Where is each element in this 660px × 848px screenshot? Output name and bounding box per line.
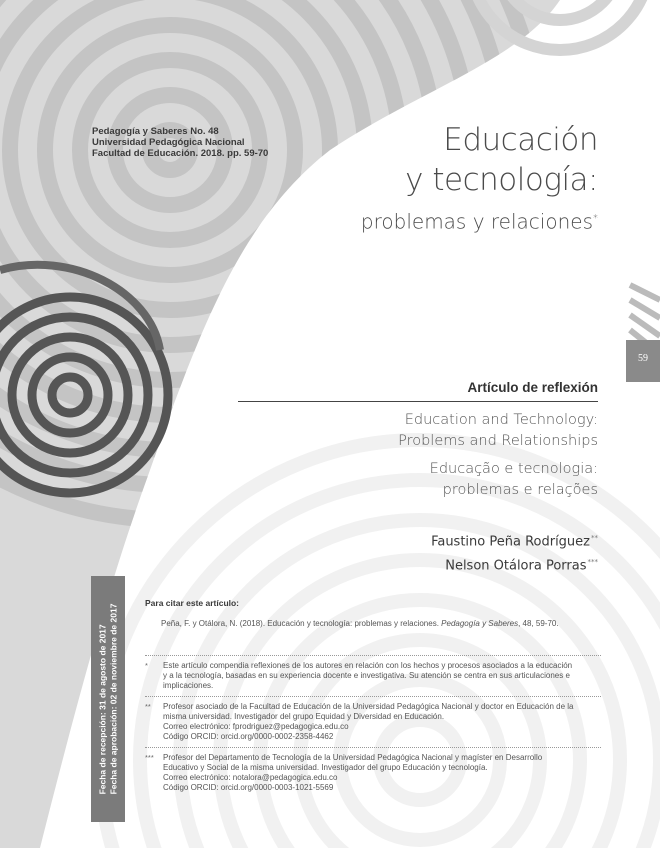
footnote-1 [145,661,601,691]
footnote-2 [145,702,601,742]
journal-info [92,126,292,159]
title-footnote-marker: * [593,213,598,224]
portuguese-title-line-1: Educação e tecnologia: [429,461,598,477]
dates-sidebar [91,576,125,822]
section-label: Artículo de reflexión [467,380,598,395]
author-1-name: Faustino Peña Rodríguez [431,534,590,550]
footnote-2-line-1: Profesor asociado de la Facultad de Educación de la Universidad Pedagógica Nacional y doctor en Educación de la [163,702,574,711]
authors [431,528,598,577]
journal-line-1: Pedagogía y Saberes No. 48 [92,126,219,137]
citation-text-after: , 48, 59-70. [518,619,559,628]
citation-text-before: Peña, F. y Otálora, N. (2018). Educación y tecnología: problemas y relaciones. [161,619,442,628]
article-title [361,120,598,237]
english-title [398,410,598,452]
approved-date: Fecha de aprobación: 02 de noviembre de 2017 [108,603,119,795]
footnote-1-marker: * [145,661,148,670]
notes-divider [145,696,601,697]
received-date: Fecha de recepción: 31 de agosto de 2017 [97,624,108,795]
footnote-1-line-1: Este artículo compendia reflexiones de los autores en relación con los hechos y procesos asociados a la educación [163,661,573,670]
footnote-2-line-2: misma universidad. Investigador del grupo Equidad y Diversidad en Educación. [163,712,445,721]
journal-line-3: Facultad de Educación. 2018. pp. 59-70 [92,148,269,159]
author-1 [431,528,598,552]
footnote-2-line-3: Correo electrónico: fprodriguez@pedagogica.edu.co [163,722,349,731]
author-2-marker: *** [587,558,598,567]
footnote-3 [145,753,601,793]
footnote-3-marker: *** [145,753,154,762]
title-line-2: y tecnología: [405,162,598,198]
section-divider [238,401,598,402]
page-number: 59 [638,353,648,364]
footnote-3-line-4: Código ORCID: orcid.org/0000-0003-1021-5569 [163,783,334,792]
title-subtitle [361,204,598,237]
portuguese-title-line-2: problemas e relações [442,482,598,498]
footnote-3-line-3: Correo electrónico: notalora@pedagogica.edu.co [163,773,338,782]
subtitle-text: problemas y relaciones [360,209,593,234]
citation-block [145,598,600,628]
footnote-1-line-3: implicaciones. [163,681,214,690]
english-title-line-1: Education and Technology: [404,412,598,428]
english-title-line-2: Problems and Relationships [398,433,598,449]
citation-heading: Para citar este artículo: [145,598,240,608]
author-2-name: Nelson Otálora Porras [445,558,587,574]
footnote-3-line-1: Profesor del Departamento de Tecnología de la Universidad Pedagógica Nacional y magíster en Desarrollo [163,753,543,762]
notes-divider [145,747,601,748]
footnote-2-marker: ** [145,702,151,711]
citation-text [145,619,600,628]
title-line-1: Educación [443,122,598,158]
portuguese-title [430,459,598,501]
footnote-3-line-2: Educativo y Social de la misma universidad. Investigador del grupo Educación y tecnología. [163,763,488,772]
footnotes [145,650,601,793]
footnote-2-line-4: Código ORCID: orcid.org/0000-0002-2358-4462 [163,732,334,741]
footnote-1-line-2: y a la tecnología, basadas en su experiencia docente e investigativa. Su atención se centra en sus articulaciones e [163,671,570,680]
journal-line-2: Universidad Pedagógica Nacional [92,137,245,148]
author-2 [431,552,598,576]
page-number-tab [626,340,660,382]
author-1-marker: ** [591,534,598,542]
notes-divider [145,655,601,656]
citation-journal: Pedagogía y Saberes [441,619,519,628]
